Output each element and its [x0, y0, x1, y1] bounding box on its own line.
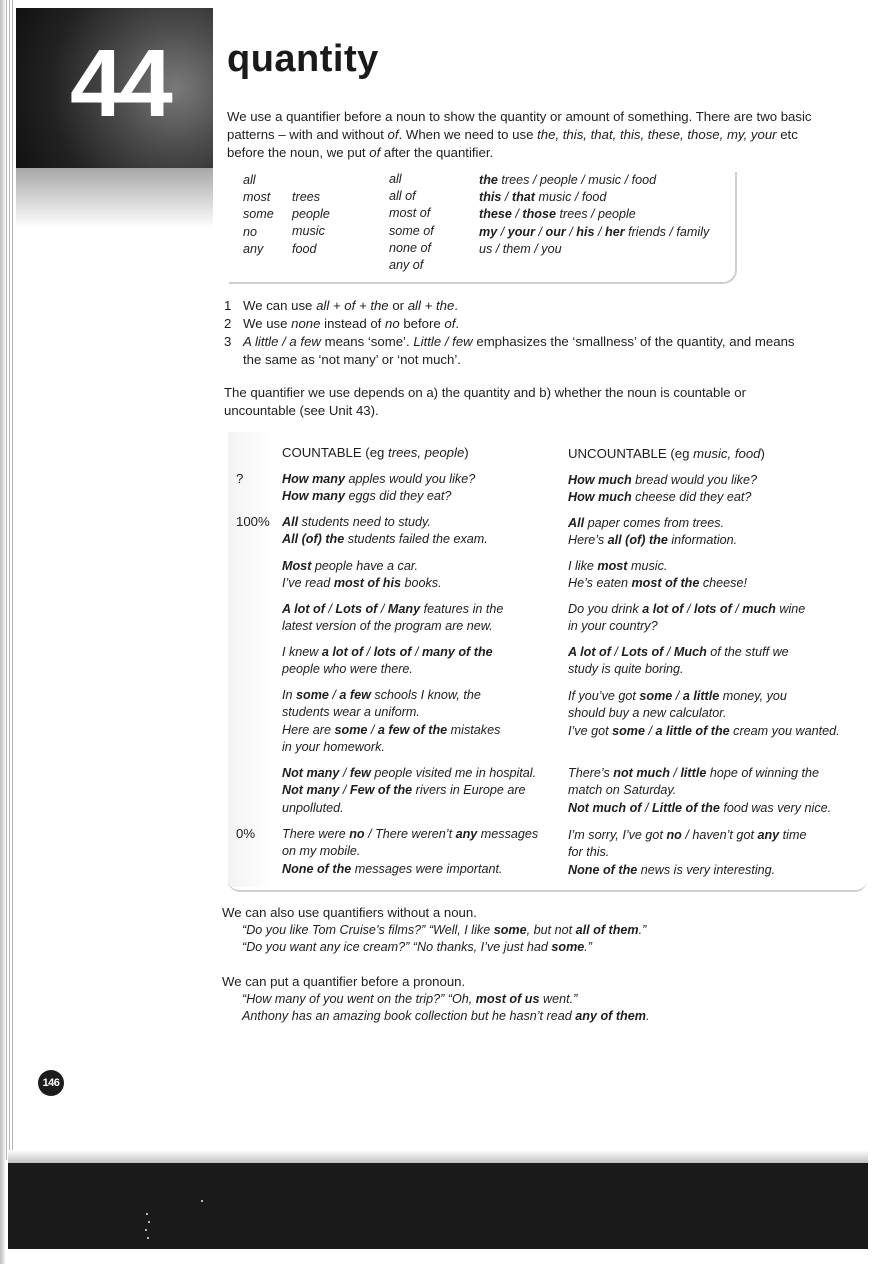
cell-not-many-few: Not many / few people visited me in hospital. Not many / Few of the rivers in Europe are unpolluted.	[282, 766, 537, 815]
pattern-table	[229, 172, 737, 284]
cell-some-a-little: If you’ve got some / a little money, you should buy a new calculator. I’ve got some / a little of the cream you wanted.	[568, 689, 840, 738]
without-noun-example-1: “Do you like Tom Cruise’s films?” “Well, I like some, but not all of them.”	[242, 923, 647, 937]
cell-all-countable: All students need to study. All (of) the students failed the exam.	[282, 515, 488, 547]
cell-most-countable: Most people have a car. I’ve read most of his books.	[282, 559, 442, 591]
speck	[148, 1221, 150, 1223]
page-number-badge: 146	[38, 1070, 64, 1096]
without-noun-example-2: “Do you want any ice cream?” “No thanks, I’ve just had some.”	[242, 940, 592, 954]
pattern-col-determiners: the trees / people / music / food this / that music / food these / those trees / people my / your / our / his / her friends / family us / them / you	[479, 173, 710, 256]
pattern-col-quantifiers: all most some no any	[243, 173, 274, 256]
scan-edge-shadow	[0, 0, 5, 1264]
before-pronoun-example-2: Anthony has an amazing book collection but he hasn’t read any of them.	[242, 1009, 650, 1023]
page-title: quantity	[227, 38, 379, 80]
note-2: 2 We use none instead of no before of.	[224, 316, 460, 331]
intro-line-2: patterns – with and without of. When we need to use the, this, that, this, these, those, my, your etc	[227, 127, 798, 142]
cell-much-of-the-stuff: A lot of / Lots of / Much of the stuff we study is quite boring.	[568, 645, 789, 677]
speck	[145, 1229, 147, 1231]
row-label-100-percent: 100%	[236, 514, 270, 529]
speck	[201, 1200, 203, 1202]
intro-line-1: We use a quantifier before a noun to show the quantity or amount of something. There are two basic	[227, 109, 812, 124]
cell-not-much-little: There’s not much / little hope of winning the match on Saturday. Not much of / Little of the food was very nice.	[568, 766, 832, 815]
pattern-col-nouns: trees people music food	[292, 190, 330, 256]
row-label-question: ?	[236, 471, 244, 486]
speck	[147, 1237, 149, 1239]
cell-a-lot-of-countable: A lot of / Lots of / Many features in the latest version of the program are new.	[282, 602, 504, 634]
before-pronoun-example-1: “How many of you went on the trip?” “Oh, most of us went.”	[242, 992, 578, 1006]
cell-no-any-uncountable: I’m sorry, I’ve got no / haven’t got any time for this. None of the news is very interesting.	[568, 828, 807, 877]
cell-most-uncountable: I like most music. He’s eaten most of the cheese!	[568, 559, 747, 591]
note-3: 3 A little / a few means ‘some’. Little / few emphasizes the ‘smallness’ of the quantity, and means the same as ‘not many’ or ‘not much’.	[224, 334, 795, 367]
row-label-0-percent: 0%	[236, 826, 256, 841]
cell-how-many: How many apples would you like? How many eggs did they eat?	[282, 472, 476, 504]
unit-number: 44	[70, 30, 169, 137]
intro-line-3: before the noun, we put of after the quantifier.	[227, 145, 494, 160]
pattern-col-quantifiers-of: all all of most of some of none of any of	[389, 172, 434, 273]
before-pronoun-intro: We can put a quantifier before a pronoun.	[222, 974, 466, 989]
scan-footer-bar	[8, 1163, 868, 1249]
cell-all-uncountable: All paper comes from trees. Here’s all (of) the information.	[568, 516, 738, 548]
cell-some-a-few: In some / a few schools I know, the students wear a uniform. Here are some / a few of the mistakes in your homework.	[282, 688, 501, 755]
cell-how-much: How much bread would you like? How much cheese did they eat?	[568, 473, 757, 505]
scan-edge-lines	[6, 0, 14, 1160]
speck	[146, 1213, 148, 1215]
cell-many-of-the: I knew a lot of / lots of / many of the people who were there.	[282, 645, 493, 677]
unit-tab-fade	[16, 168, 213, 228]
countable-header: COUNTABLE (eg trees, people)	[282, 445, 469, 460]
cell-a-lot-of-uncountable: Do you drink a lot of / lots of / much wine in your country?	[568, 602, 806, 634]
uncountable-header: UNCOUNTABLE (eg music, food)	[568, 446, 765, 461]
without-noun-intro: We can also use quantifiers without a noun.	[222, 905, 477, 920]
depends-paragraph: The quantifier we use depends on a) the quantity and b) whether the noun is countable or uncountable (see Unit 43).	[224, 385, 746, 418]
note-1: 1 We can use all + of + the or all + the.	[224, 298, 458, 313]
cell-no-any-countable: There were no / There weren’t any messages on my mobile. None of the messages were important.	[282, 827, 539, 876]
intro-paragraph	[227, 108, 877, 162]
footer-fade	[8, 1150, 868, 1164]
